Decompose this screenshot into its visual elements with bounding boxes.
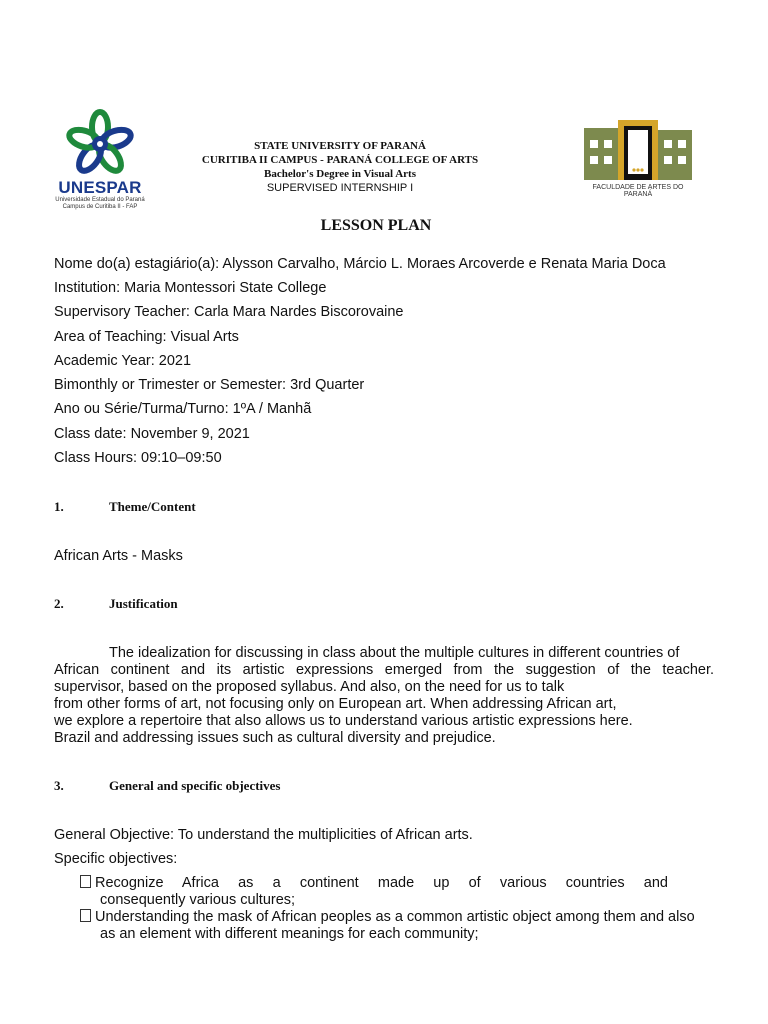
unespar-wordmark: UNESPAR: [58, 178, 142, 197]
university-name: STATE UNIVERSITY OF PARANÁ: [254, 140, 426, 152]
document-title: LESSON PLAN: [320, 217, 432, 234]
section-3-heading: 3. General and specific objectives: [54, 778, 281, 793]
fap-logo: [580, 116, 696, 186]
bullet-box-icon: [80, 875, 91, 888]
campus-name: CURITIBA II CAMPUS - PARANÁ COLLEGE OF ARTS: [201, 154, 479, 166]
general-objective: General Objective: To understand the multiplicities of African arts.: [54, 827, 473, 843]
justification-paragraph: [54, 645, 714, 747]
info-class-date: Class date: November 9, 2021: [54, 426, 250, 442]
justification-line: we explore a repertoire that also allows us to understand various artistic expressions here.: [54, 713, 633, 729]
info-academic-year: Academic Year: 2021: [54, 353, 192, 369]
info-class-group: Ano ou Série/Turma/Turno: 1ºA / Manhã: [54, 401, 312, 417]
info-period: Bimonthly or Trimester or Semester: 3rd Quarter: [54, 377, 365, 393]
justification-line: Brazil and addressing issues such as cultural diversity and prejudice.: [54, 730, 496, 746]
justification-line: The idealization for discussing in class about the multiple cultures in different countries of: [109, 645, 680, 661]
section-2-heading: 2. Justification: [54, 596, 178, 611]
unespar-subtitle: Universidade Estadual do Paraná Campus de Curitiba II - FAP: [55, 197, 145, 210]
info-institution: Institution: Maria Montessori State College: [54, 280, 327, 296]
section-1-heading: 1. Theme/Content: [54, 499, 196, 514]
info-class-hours: Class Hours: 09:10–09:50: [54, 450, 222, 466]
specific-objectives-label: Specific objectives:: [54, 851, 178, 867]
fap-caption: FACULDADE DE ARTES DO PARANÁ: [592, 184, 684, 198]
justification-line: supervisor, based on the proposed syllabus. And also, on the need for us to talk: [54, 679, 565, 695]
justification-line: from other forms of art, not focusing only on European art. When addressing African art,: [54, 696, 617, 712]
objective-list-item: Understanding the mask of African peoples as a common artistic object among them and also as an element with different meanings for each community;: [80, 909, 720, 942]
objective-list-item: Recognize Africa as a continent made up of various countries and consequently various cultures;: [80, 875, 668, 908]
section-1-body: African Arts - Masks: [54, 548, 183, 564]
degree-name: Bachelor's Degree in Visual Arts: [264, 168, 416, 180]
justification-line: African continent and its artistic expressions emerged from the suggestion of the teacher.: [54, 662, 714, 678]
bullet-box-icon: [80, 909, 91, 922]
info-area: Area of Teaching: Visual Arts: [54, 329, 239, 345]
info-supervisory-teacher: Supervisory Teacher: Carla Mara Nardes Biscorovaine: [54, 304, 404, 320]
info-intern-names: Nome do(a) estagiário(a): Alysson Carvalho, Márcio L. Moraes Arcoverde e Renata Maria Doca: [54, 256, 666, 272]
internship-name: SUPERVISED INTERNSHIP I: [266, 182, 414, 194]
institution-header: [150, 139, 530, 195]
